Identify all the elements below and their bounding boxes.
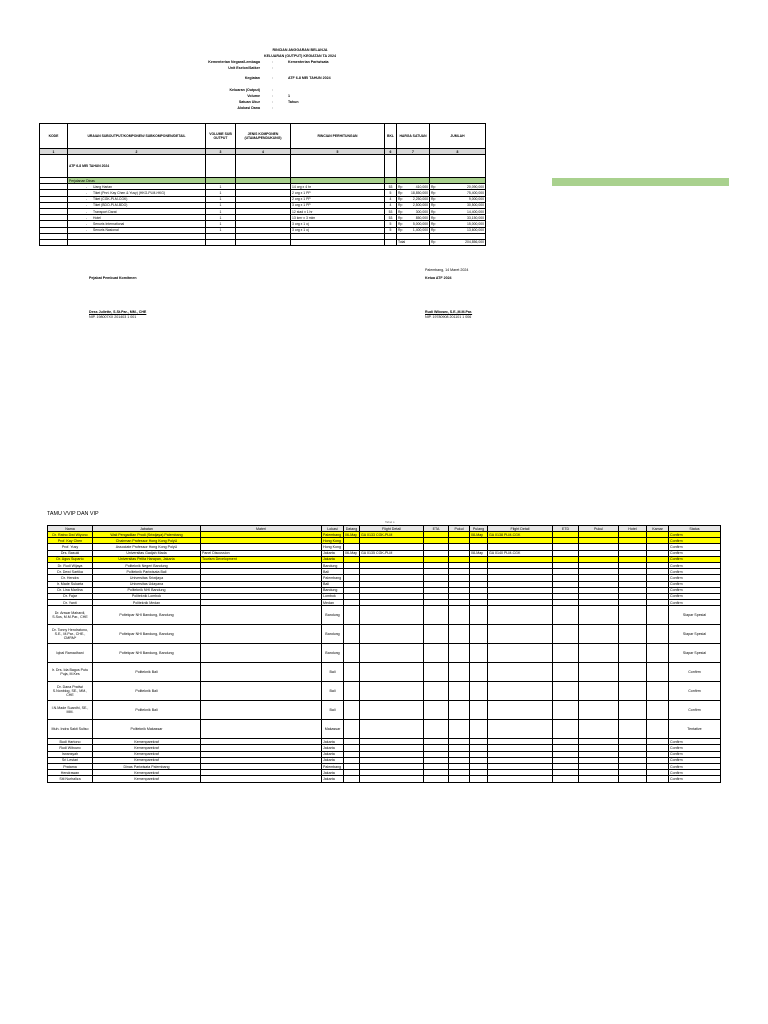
- item-bkl: 5: [385, 221, 397, 227]
- vip-status: Siapar Spesial: [669, 625, 721, 644]
- vip-s: Confirm: [669, 556, 721, 562]
- meta-label: Satuan Ukur: [238, 100, 260, 104]
- col-number: 2: [68, 149, 206, 155]
- vip-loc: Jakarta: [322, 757, 344, 763]
- vip-name: Irwansyah: [48, 751, 93, 757]
- col-number: 4: [236, 149, 291, 155]
- col-header: VOLUME SUB OUTPUT: [206, 124, 236, 149]
- document-title: RINCIAN ANGGARAN BELANJA: [272, 48, 328, 52]
- vip-status: Confirm: [669, 751, 721, 757]
- vip-title: Poltekpar NHI Bandung, Bandung: [93, 625, 201, 644]
- vip-name: Prof. Yusy: [48, 544, 93, 550]
- vip-loc: Makassar: [322, 720, 344, 739]
- item-volume: 1: [206, 190, 236, 196]
- item-description: Tiket (Pnrt. Kay Chen & Yusy) (HKG-PLM-HKG): [93, 190, 165, 195]
- item-code: -: [85, 190, 87, 195]
- item-description: Transport Darat: [93, 209, 117, 214]
- col-header: Flight Detail: [488, 526, 553, 532]
- item-calculation: 13 kmr x 3 mlm: [291, 215, 385, 221]
- meta-label: Volume: [247, 94, 260, 98]
- item-calculation: 14 org x 4 hr: [291, 184, 385, 190]
- col-number: 7: [397, 149, 430, 155]
- vip-name: Dr. Lina Marlina: [48, 587, 93, 593]
- col-number: 8: [430, 149, 486, 155]
- vip-title: Universitas Gadjah Mada: [93, 550, 201, 556]
- item-price: 18,850,000: [411, 190, 428, 195]
- meta-colon: :: [272, 88, 273, 92]
- item-code: -: [85, 221, 87, 226]
- item-description: Senuris International: [93, 221, 125, 226]
- vip-loc: Jakarta: [322, 770, 344, 776]
- currency: Rp: [431, 209, 436, 214]
- currency: Rp: [431, 228, 436, 233]
- meta-label: Kementerian Negara/Lembaga: [208, 60, 260, 64]
- currency: Rp: [398, 228, 403, 233]
- vip-s: Confirm: [669, 562, 721, 568]
- currency: Rp: [398, 203, 403, 208]
- vip-name: Budi Hartono: [48, 739, 93, 745]
- vip-status: Tentative: [669, 720, 721, 739]
- item-total: 33,150,000: [467, 215, 484, 220]
- vip-loc: Bandung: [322, 606, 344, 625]
- vip-name: Dr. Rudi Wijaya: [48, 562, 93, 568]
- item-volume: 1: [206, 221, 236, 227]
- col-header: JUMLAH: [430, 124, 486, 149]
- item-calculation: 3 org x 1 PP: [291, 202, 385, 208]
- item-bkl: 4: [385, 202, 397, 208]
- col-number: 3: [206, 149, 236, 155]
- vip-s: Confirm: [669, 575, 721, 581]
- vip-row: [48, 682, 721, 701]
- vip-status: Confirm: [669, 770, 721, 776]
- vip-title: Universitas Sriwijaya: [93, 575, 201, 581]
- vip-name: Drs. Basuki: [48, 550, 93, 556]
- item-price: 2,500,000: [412, 203, 428, 208]
- vip-d2: 08-May: [470, 532, 488, 538]
- vip-row: [48, 644, 721, 663]
- vip-title: Politeknik Bali: [93, 701, 201, 720]
- item-bkl: 53: [385, 184, 397, 190]
- item-total: 15,000,000: [467, 221, 484, 226]
- item-total: 13,600,000: [467, 228, 484, 233]
- vip-row: [48, 606, 721, 625]
- vip-name: Pratama: [48, 764, 93, 770]
- vip-note: Tabel s: [385, 520, 395, 524]
- vip-name: Dr. Anwar Mahardi, S.Sos, M.M.Par., CHE: [48, 606, 93, 625]
- item-price: 410,000: [415, 184, 428, 189]
- meta-row: [150, 106, 450, 111]
- item-calculation: 3 org x 1 oj: [291, 227, 385, 233]
- vip-d1: 06-May: [344, 532, 360, 538]
- col-header: Hotel: [619, 526, 647, 532]
- vip-row: [48, 776, 721, 782]
- vip-s: Confirm: [669, 587, 721, 593]
- meta-value: 1: [288, 94, 290, 98]
- vip-status: Confirm: [669, 745, 721, 751]
- vip-title: Kemenparekraf: [93, 745, 201, 751]
- col-header: Status: [669, 526, 721, 532]
- vip-row: [48, 663, 721, 682]
- col-header: Jabatan: [93, 526, 201, 532]
- vip-d2: 08-May: [470, 550, 488, 556]
- vip-status: Confirm: [669, 757, 721, 763]
- vip-loc: Palembang: [322, 764, 344, 770]
- currency: Rp: [398, 221, 403, 226]
- vip-s: Confirm: [669, 544, 721, 550]
- meta-row: [150, 94, 450, 99]
- item-code: -: [85, 197, 87, 202]
- vip-name: Prof. Kay Chen: [48, 538, 93, 544]
- vip-s: Confirm: [669, 593, 721, 599]
- vip-name: Dr. Yanti: [48, 600, 93, 606]
- currency: Rp: [431, 203, 436, 208]
- vip-loc: Medan: [322, 600, 344, 606]
- vip-loc: Palembang: [322, 532, 344, 538]
- vip-title: Kemenparekraf: [93, 751, 201, 757]
- currency: Rp: [398, 190, 403, 195]
- group-label: Perjalanan Dinas: [68, 178, 206, 184]
- right-signer-name: Rudi Wibowo, S.E.,M.M.Par.: [425, 310, 473, 314]
- item-code: -: [85, 184, 87, 189]
- vip-loc: Bali: [322, 682, 344, 701]
- vip-name: I.N.Made Suardhi, SE., MM.: [48, 701, 93, 720]
- total-value: 204,856,000: [465, 240, 484, 245]
- col-header: ETD: [553, 526, 579, 532]
- vip-name: Ir. Made Sukarta: [48, 581, 93, 587]
- item-description: Tiket (BDO-PLM-BDO): [93, 203, 128, 208]
- vip-title: Politeknik Bali: [93, 682, 201, 701]
- meta-colon: :: [272, 66, 273, 70]
- vip-name: Dr. Fajar: [48, 593, 93, 599]
- vip-title: Chairman Professor Hong Kong PolyU: [93, 538, 201, 544]
- vip-table: [47, 525, 721, 783]
- currency: Rp: [431, 190, 436, 195]
- vip-name: Muh. Indra Sakti Suliso: [48, 720, 93, 739]
- item-total: 20,090,000: [467, 184, 484, 189]
- vip-loc: Bandung: [322, 644, 344, 663]
- vip-s: Confirm: [669, 581, 721, 587]
- col-header: Nama: [48, 526, 93, 532]
- vip-title: Wali Pengadilan Prodi (Sriwijaya) Palembang: [93, 532, 201, 538]
- meta-value: Kementerian Pariwisata: [288, 60, 329, 64]
- vip-s: Confirm: [669, 532, 721, 538]
- vip-loc: Jakarta: [322, 776, 344, 782]
- vip-loc: Bali: [322, 581, 344, 587]
- col-header: JENIS KOMPONEN (UTAMA/PENDUKUNG): [236, 124, 291, 149]
- item-calculation: 12 stad x 1 hr: [291, 208, 385, 214]
- vip-loc: Bali: [322, 569, 344, 575]
- vip-f2: GA 0140 PLM-CGK: [488, 550, 553, 556]
- vip-d1: 06-May: [344, 550, 360, 556]
- item-total: 30,500,000: [467, 203, 484, 208]
- vip-loc: Palembang: [322, 575, 344, 581]
- vip-title: TAMU VVIP DAN VIP: [47, 511, 99, 517]
- currency: Rp: [398, 215, 403, 220]
- item-description: Senuris Nasional: [93, 228, 119, 233]
- meta-row: [150, 100, 450, 105]
- item-price: 850,000: [415, 215, 428, 220]
- item-calculation: 3 org x 1 oj: [291, 221, 385, 227]
- meta-colon: :: [272, 100, 273, 104]
- meta-label: Keluaran (Output): [229, 88, 260, 92]
- item-bkl: 53: [385, 208, 397, 214]
- col-header: URAIAN SUBOUTPUT/KOMPONEN/ SUBKOMPONEN/DETAIL: [68, 124, 206, 149]
- currency: Rp: [431, 215, 436, 220]
- item-calculation: 2 org x 1 PP: [291, 190, 385, 196]
- vip-status: Confirm: [669, 701, 721, 720]
- item-bkl: 5: [385, 227, 397, 233]
- col-header: Pukul: [579, 526, 619, 532]
- item-code: -: [85, 228, 87, 233]
- vip-status: Confirm: [669, 682, 721, 701]
- currency: Rp: [398, 197, 403, 202]
- vip-loc: Jakarta: [322, 745, 344, 751]
- col-header: Datang: [344, 526, 360, 532]
- highlight-block: [552, 178, 729, 186]
- item-code: -: [85, 215, 87, 220]
- item-price: 1,400,000: [412, 228, 428, 233]
- col-header: Materi: [201, 526, 322, 532]
- item-price: 300,000: [415, 209, 428, 214]
- vip-name: Sri Lestari: [48, 757, 93, 763]
- vip-title: Politeknik Makassar: [93, 720, 201, 739]
- vip-row: [48, 625, 721, 644]
- currency: Rp: [431, 221, 436, 226]
- vip-status: Confirm: [669, 739, 721, 745]
- meta-colon: :: [272, 94, 273, 98]
- vip-name: Dr. Dana Pratiwi S.Nonblog, SE., MM., CHE: [48, 682, 93, 701]
- col-number: 1: [40, 149, 68, 155]
- vip-title: Kemenparekraf: [93, 770, 201, 776]
- item-volume: 1: [206, 184, 236, 190]
- meta-label: Unit Eselon/Satker: [228, 66, 260, 70]
- vip-loc: Jakarta: [322, 751, 344, 757]
- place-date: Palembang, 14 Maret 2024: [425, 268, 469, 272]
- vip-name: Ir. Drs. Ida Bagus Putu Puja, M.Kes: [48, 663, 93, 682]
- right-signer-nip: NIP. 19780908 201101 1 006: [425, 315, 472, 319]
- vip-loc: Bandung: [322, 562, 344, 568]
- left-signer-role: Pejabat Pembuat Komitmen: [89, 276, 137, 280]
- vip-s: Confirm: [669, 569, 721, 575]
- item-total: 14,400,000: [467, 209, 484, 214]
- vip-name: Dr. Agus Suparto: [48, 556, 93, 562]
- col-header: HARGA SATUAN: [397, 124, 430, 149]
- vip-loc: Hong Kong: [322, 538, 344, 544]
- item-bkl: 4: [385, 196, 397, 202]
- col-header: Pukul: [449, 526, 470, 532]
- vip-name: Dr. Hendra: [48, 575, 93, 581]
- right-signer-role: Ketua ATF 2024: [425, 276, 452, 280]
- vip-row: [48, 720, 721, 739]
- vip-s: Confirm: [669, 550, 721, 556]
- meta-label: Kegiatan: [244, 76, 260, 80]
- meta-row: [150, 76, 450, 81]
- vip-title: Universitas Udayana: [93, 581, 201, 587]
- vip-f1: GA 0135 CGK-PLM: [360, 550, 424, 556]
- item-description: Hotel: [93, 215, 101, 220]
- vip-f1: GA 0133 CGK-PLM: [360, 532, 424, 538]
- vip-name: Hendrawan: [48, 770, 93, 776]
- item-price: 2,250,000: [412, 197, 428, 202]
- vip-s: Confirm: [669, 600, 721, 606]
- vip-name: Dr. Ratno Dwi Wiyono: [48, 532, 93, 538]
- col-header: RINCIAN PERHITUNGAN: [291, 124, 385, 149]
- vip-topic: Tourism Development: [201, 556, 322, 562]
- vip-row: [48, 701, 721, 720]
- vip-name: Dr. Dewi Sartika: [48, 569, 93, 575]
- left-signer-nip: NIP. 198007XX 201403 1 001: [89, 315, 137, 319]
- col-number: 6: [385, 149, 397, 155]
- meta-value: Tahun: [288, 100, 299, 104]
- item-bkl: 5: [385, 190, 397, 196]
- meta-colon: :: [272, 76, 273, 80]
- vip-f2: GA 0138 PLM-CGK: [488, 532, 553, 538]
- total-row: [40, 239, 486, 245]
- item-code: -: [85, 209, 87, 214]
- item-volume: 1: [206, 208, 236, 214]
- meta-row: [150, 60, 450, 65]
- col-header: ETA: [424, 526, 449, 532]
- currency: Rp: [431, 184, 436, 189]
- col-header: Kamar: [647, 526, 669, 532]
- vip-topic: Panel Discussion: [201, 550, 322, 556]
- vip-title: Universitas Pelita Harapan, Jakarta: [93, 556, 201, 562]
- item-volume: 1: [206, 227, 236, 233]
- item-volume: 1: [206, 202, 236, 208]
- vip-loc: Bandung: [322, 587, 344, 593]
- vip-title: Politeknik Lombok: [93, 593, 201, 599]
- section-title: ATF 6-8 MEI TAHUN 2024: [68, 155, 206, 178]
- vip-title: Dinas Pariwisata Palembang: [93, 764, 201, 770]
- vip-title: Politeknik NHI Bandung: [93, 587, 201, 593]
- vip-title: Politeknik Negeri Bandung: [93, 562, 201, 568]
- vip-s: Confirm: [669, 538, 721, 544]
- meta-row: [150, 88, 450, 93]
- vip-loc: Hong Kong: [322, 544, 344, 550]
- meta-colon: :: [272, 106, 273, 110]
- vip-title: Kemenparekraf: [93, 776, 201, 782]
- vip-loc: Lombok: [322, 593, 344, 599]
- vip-status: Confirm: [669, 764, 721, 770]
- meta-row: [150, 66, 450, 71]
- vip-title: Poltekpar NHI Bandung, Bandung: [93, 644, 201, 663]
- item-total: 75,400,000: [467, 190, 484, 195]
- vip-loc: Bandung: [322, 625, 344, 644]
- vip-status: Siapar Spesial: [669, 644, 721, 663]
- col-header: BKL: [385, 124, 397, 149]
- item-total: 9,000,000: [468, 197, 484, 202]
- col-header: Pulang: [470, 526, 488, 532]
- vip-name: Siti Nurhaliza: [48, 776, 93, 782]
- item-bkl: 53: [385, 215, 397, 221]
- item-volume: 1: [206, 215, 236, 221]
- item-volume: 1: [206, 196, 236, 202]
- vip-title: Kemenparekraf: [93, 739, 201, 745]
- col-header: Lokasi: [322, 526, 344, 532]
- section-row: [40, 155, 486, 178]
- meta-value: ATF 6-8 MEI TAHUN 2024: [288, 76, 331, 80]
- item-code: -: [85, 203, 87, 208]
- budget-header-row: [40, 124, 486, 149]
- item-description: Uang Harian: [93, 184, 113, 189]
- vip-loc: Bali: [322, 663, 344, 682]
- budget-table: [39, 123, 486, 246]
- vip-name: Dr. Tonny Hendratono, S.E., M.Par., CHE., CMRM*: [48, 625, 93, 644]
- currency: Rp: [431, 197, 436, 202]
- vip-title: Politeknik Pariwisata Bali: [93, 569, 201, 575]
- vip-status: Confirm: [669, 663, 721, 682]
- col-header: KODE: [40, 124, 68, 149]
- vip-title: Poltekpar NHI Bandung, Bandung: [93, 606, 201, 625]
- meta-label: Alokasi Dana: [237, 106, 260, 110]
- item-description: Tiket (CGK-PLM-CGK): [93, 197, 128, 202]
- meta-colon: :: [272, 60, 273, 64]
- vip-title: Politeknik Medan: [93, 600, 201, 606]
- vip-loc: Jakarta: [322, 739, 344, 745]
- vip-loc: Jakarta: [322, 550, 344, 556]
- item-price: 5,000,000: [412, 221, 428, 226]
- vip-name: Iqbal Ramadhani: [48, 644, 93, 663]
- col-header: Flight Detail: [360, 526, 424, 532]
- vip-name: Rudi Wibowo: [48, 745, 93, 751]
- currency: Rp: [398, 184, 403, 189]
- vip-title: Kemenparekraf: [93, 757, 201, 763]
- vip-loc: Jakarta: [322, 556, 344, 562]
- col-number: 5: [291, 149, 385, 155]
- document-subtitle: KELUARAN (OUTPUT) KEGIATAN TA 2024: [264, 54, 336, 58]
- vip-title: Associate Professor Hong Kong PolyU: [93, 544, 201, 550]
- vip-loc: Bali: [322, 701, 344, 720]
- vip-title: Politeknik Bali: [93, 663, 201, 682]
- vip-status: Siapar Spesial: [669, 606, 721, 625]
- total-label: Total: [397, 239, 430, 245]
- left-signer-name: Dess Juliette, S.St.Par., MM., CHE: [89, 310, 147, 314]
- total-value-cell: [430, 239, 486, 245]
- vip-status: Confirm: [669, 776, 721, 782]
- currency: Rp: [431, 240, 436, 245]
- item-calculation: 2 org x 1 PP: [291, 196, 385, 202]
- currency: Rp: [398, 209, 403, 214]
